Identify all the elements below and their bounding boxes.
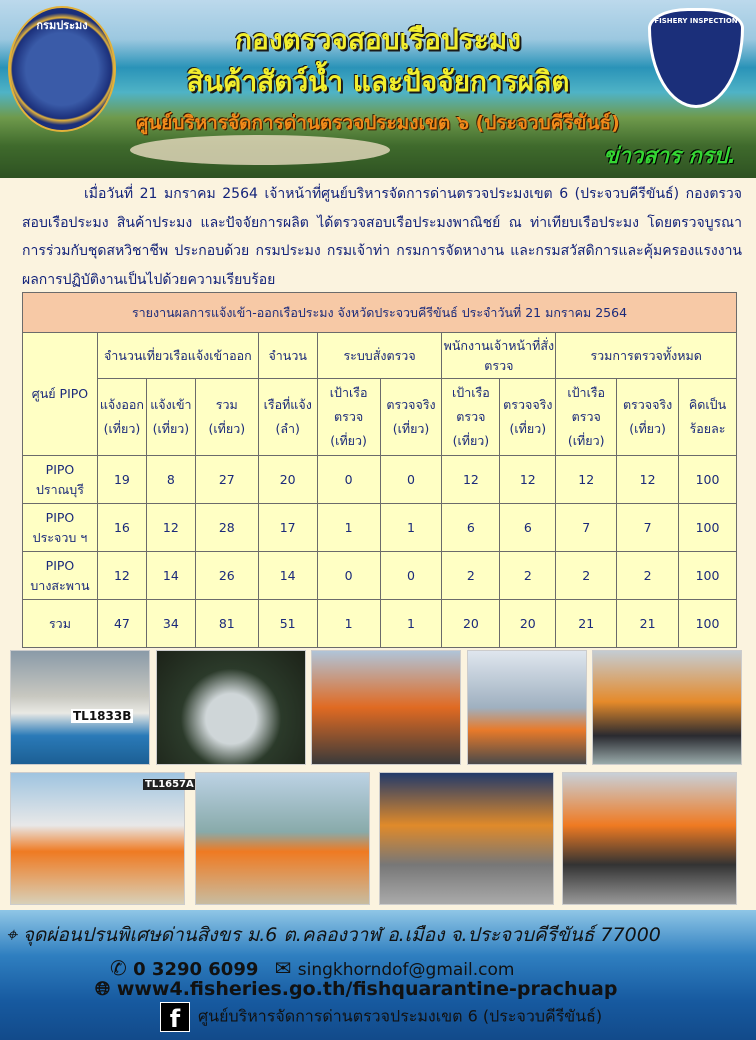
cell: 0 — [380, 552, 442, 600]
cell: 12 — [146, 504, 195, 552]
website-link[interactable]: www4.fisheries.go.th/fishquarantine-prachuap — [116, 978, 618, 1000]
website-line — [95, 978, 617, 1000]
cell: 12 — [500, 456, 556, 504]
cell: 28 — [195, 504, 258, 552]
banner-title-1: กองตรวจสอบเรือประมง — [235, 23, 521, 56]
subheader: เรือที่แจ้ง (ลำ) — [258, 379, 317, 456]
location-icon: ⌖ — [6, 924, 23, 946]
table-title: รายงานผลการแจ้งเข้า-ออกเรือประมง จังหวัดประจวบคีรีขันธ์ ประจำวันที่ 21 มกราคม 2564 — [23, 293, 737, 333]
cell: 16 — [97, 504, 146, 552]
subheader: เป้าเรือ ตรวจ (เที่ยว) — [556, 379, 617, 456]
subheader: ตรวจจริง (เที่ยว) — [380, 379, 442, 456]
cell: 14 — [258, 552, 317, 600]
cell: 0 — [380, 456, 442, 504]
cell: 12 — [97, 552, 146, 600]
cell: 100 — [679, 552, 737, 600]
subheader: แจ้งออก (เที่ยว) — [97, 379, 146, 456]
cell: 8 — [146, 456, 195, 504]
report-table — [22, 292, 737, 648]
cell: 2 — [500, 552, 556, 600]
subheader: รวม (เที่ยว) — [195, 379, 258, 456]
photo-inspection-2 — [467, 650, 587, 765]
row-center: PIPO ประจวบ ฯ — [23, 504, 98, 552]
photo-pier — [195, 772, 370, 905]
table-row — [23, 456, 737, 504]
cell: 20 — [442, 600, 500, 648]
table-row — [23, 600, 737, 648]
fishery-inspection-logo: FISHERY INSPECTION — [648, 8, 744, 108]
row-center: PIPO ปราณบุรี — [23, 456, 98, 504]
cell: 1 — [317, 600, 380, 648]
cell: 2 — [617, 552, 679, 600]
cell: 2 — [556, 552, 617, 600]
banner-subtitle: ศูนย์บริหารจัดการด่านตรวจประมงเขต ๖ (ประจวบคีรีขันธ์) — [136, 112, 620, 134]
cell: 26 — [195, 552, 258, 600]
photo-inspection-4 — [379, 772, 554, 905]
header-banner — [0, 0, 756, 178]
news-paragraph: เมื่อวันที่ 21 มกราคม 2564 เจ้าหน้าที่ศูนย์บริหารจัดการด่านตรวจประมงเขต 6 (ประจวบคีรีขันธ์) กองตรวจสอบเรือประมง สินค้าประมง และปัจจัยการผลิต ได้ตรวจสอบเรือประมงพาณิชย์ ณ ท่าเทียบเรือประมง โดยตรวจบูรณาการร่วมกับชุดสหวิชาชีพ ประกอบด้วย กรมประมง กรมเจ้าท่า กรมการจัดหางาน และกรมสวัสดิการและคุ้มครองแรงงาน ผลการปฏิบัติงานเป็นไปด้วยความเรียบร้อย — [22, 186, 742, 288]
header-system: ระบบสั่งตรวจ — [317, 333, 442, 379]
cell: 21 — [617, 600, 679, 648]
cell: 81 — [195, 600, 258, 648]
table-row — [23, 552, 737, 600]
banner-tag: ข่าวสาร กรป. — [603, 144, 736, 169]
cell: 7 — [556, 504, 617, 552]
table-row — [23, 504, 737, 552]
cell: 12 — [442, 456, 500, 504]
subheader: เป้าเรือ ตรวจ (เที่ยว) — [317, 379, 380, 456]
cell: 51 — [258, 600, 317, 648]
cell: 7 — [617, 504, 679, 552]
cell: 19 — [97, 456, 146, 504]
photo-fish-baskets — [156, 650, 306, 765]
cell: 14 — [146, 552, 195, 600]
department-of-fisheries-logo: กรมประมง — [8, 6, 116, 132]
cell: 0 — [317, 552, 380, 600]
header-total: รวมการตรวจทั้งหมด — [556, 333, 737, 379]
subheader: ตรวจจริง (เที่ยว) — [617, 379, 679, 456]
header-officer: พนักงานเจ้าหน้าที่สั่งตรวจ — [442, 333, 556, 379]
photo-fishing-boat: TL1833B — [10, 650, 150, 765]
facebook-link[interactable]: ศูนย์บริหารจัดการด่านตรวจประมงเขต 6 (ประจวบคีรีขันธ์) — [198, 1006, 603, 1026]
subheader: แจ้งเข้า (เที่ยว) — [146, 379, 195, 456]
facebook-icon: f — [160, 1002, 190, 1032]
cell: 100 — [679, 504, 737, 552]
photo-inspection-3 — [592, 650, 742, 765]
banner-title-2: สินค้าสัตว์น้ำ และปัจจัยการผลิต — [186, 65, 570, 98]
subheader: เป้าเรือ ตรวจ (เที่ยว) — [442, 379, 500, 456]
cell: 100 — [679, 456, 737, 504]
phone-email-line: ✆ 0 3290 6099 ✉ singkhorndof@gmail.com — [110, 956, 515, 980]
email-icon: ✉ — [274, 956, 298, 980]
row-center: รวม — [23, 600, 98, 648]
cell: 0 — [317, 456, 380, 504]
header-trips: จำนวนเที่ยวเรือแจ้งเข้าออก — [97, 333, 258, 379]
globe-icon: 🌐︎ — [95, 978, 117, 1000]
cell: 2 — [442, 552, 500, 600]
subheader: คิดเป็น ร้อยละ — [679, 379, 737, 456]
cell: 20 — [500, 600, 556, 648]
email-link[interactable]: singkhorndof@gmail.com — [297, 960, 515, 980]
cell: 6 — [442, 504, 500, 552]
phone-icon: ✆ — [110, 956, 134, 980]
photo-group: TL1657A — [10, 772, 185, 905]
cell: 1 — [380, 504, 442, 552]
cell: 27 — [195, 456, 258, 504]
beach-scenery — [130, 135, 390, 165]
address-line: ⌖ จุดผ่อนปรนพิเศษด่านสิงขร ม.6 ต.คลองวาฬ อ.เมือง จ.ประจวบคีรีขันธ์ 77000 — [6, 924, 661, 946]
cell: 21 — [556, 600, 617, 648]
photo-inspection-1 — [311, 650, 461, 765]
cell: 17 — [258, 504, 317, 552]
subheader: ตรวจจริง (เที่ยว) — [500, 379, 556, 456]
cell: 34 — [146, 600, 195, 648]
row-center: PIPO บางสะพาน — [23, 552, 98, 600]
cell: 12 — [617, 456, 679, 504]
facebook-line — [160, 1002, 602, 1032]
header-center: ศูนย์ PIPO — [23, 333, 98, 456]
cell: 1 — [317, 504, 380, 552]
header-count: จำนวน — [258, 333, 317, 379]
cell: 6 — [500, 504, 556, 552]
cell: 12 — [556, 456, 617, 504]
cell: 47 — [97, 600, 146, 648]
cell: 100 — [679, 600, 737, 648]
cell: 1 — [380, 600, 442, 648]
photo-inspection-5 — [562, 772, 737, 905]
contact-footer — [0, 910, 756, 1040]
cell: 20 — [258, 456, 317, 504]
